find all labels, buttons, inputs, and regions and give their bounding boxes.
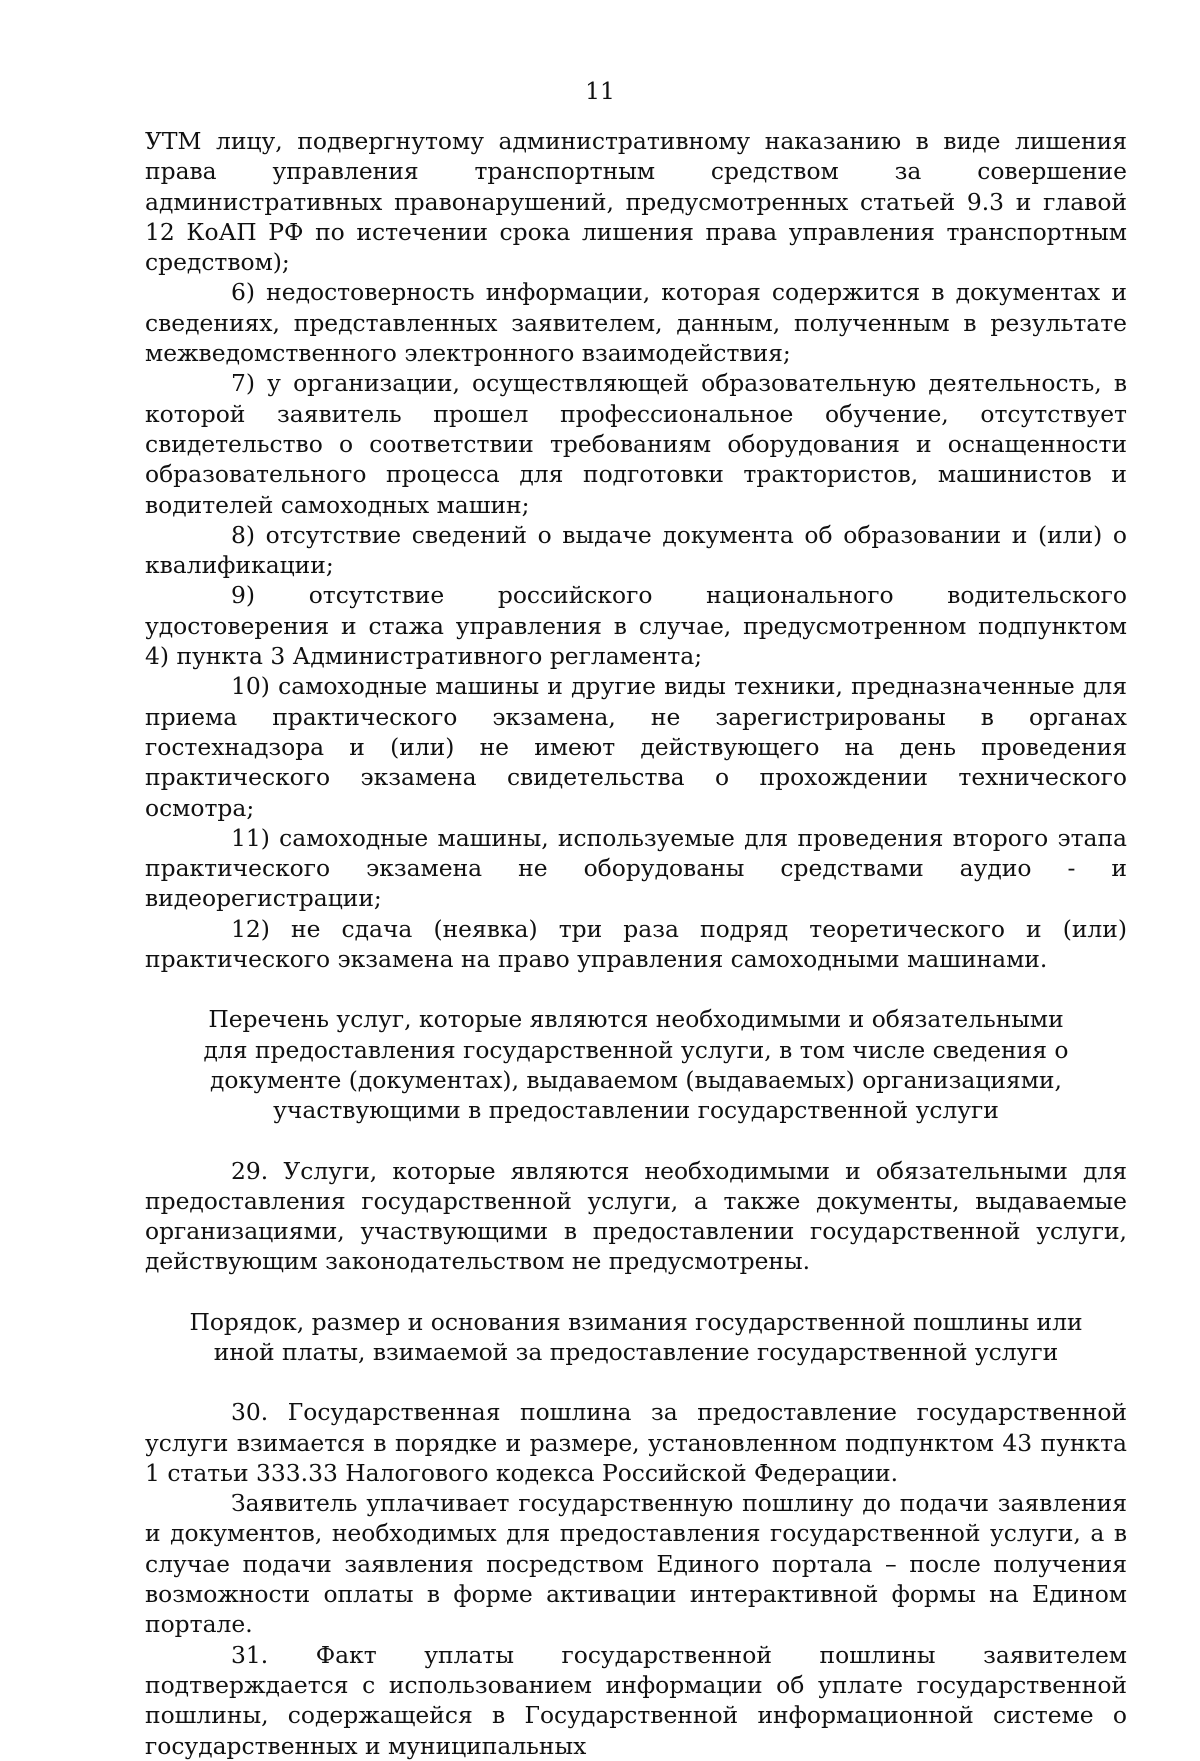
document-body — [145, 126, 1127, 1761]
section-heading-services-list: Перечень услуг, которые являются необходимыми и обязательными для предоставления государственной услуги, в том числе сведения о документе (документах), выдаваемом (выдаваемых) организациями, участвующими в предоставлении государственной услуги — [203, 1005, 1069, 1125]
list-item-8: 8) отсутствие сведений о выдаче документа об образовании и (или) о квалификации; — [145, 520, 1127, 580]
paragraph-30: 30. Государственная пошлина за предоставление государственной услуги взимается в порядке и размере, установленном подпунктом 43 пункта 1 статьи 333.33 Налогового кодекса Российской Федерации. — [145, 1398, 1127, 1487]
paragraph-fee-payment: Заявитель уплачивает государственную пошлину до подачи заявления и документов, необходимых для предоставления государственной услуги, а в случае подачи заявления посредством Единого портала – после получения возможности оплаты в форме активации интерактивной формы на Едином портале. — [145, 1489, 1127, 1639]
list-item-11: 11) самоходные машины, используемые для проведения второго этапа практического экзамена не оборудованы средствами аудио - и видеорегистрации; — [145, 823, 1127, 913]
paragraph-29: 29. Услуги, которые являются необходимыми и обязательными для предоставления государственной услуги, а также документы, выдаваемые организациями, участвующими в предоставлении государственной услуги, действующим законодательством не предусмотрены. — [145, 1156, 1127, 1276]
section-heading-state-fee: Порядок, размер и основания взимания государственной пошлины или иной платы, взимаемой за предоставление государственной услуги — [189, 1307, 1083, 1366]
page-number: 11 — [585, 77, 615, 105]
list-item-12: 12) не сдача (неявка) три раза подряд теоретического и (или) практического экзамена на право управления самоходными машинами. — [145, 914, 1127, 974]
list-item-7: 7) у организации, осуществляющей образовательную деятельность, в которой заявитель прошел профессиональное обучение, отсутствует свидетельство о соответствии требованиям оборудования и оснащенности образовательного процесса для подготовки трактористов, машинистов и водителей самоходных машин; — [145, 369, 1127, 519]
paragraph-continuation: УТМ лицу, подвергнутому административному наказанию в виде лишения права управления транспортным средством за совершение административных правонарушений, предусмотренных статьей 9.3 и главой 12 КоАП РФ по истечении срока лишения права управления транспортным средством); — [145, 127, 1127, 277]
list-item-6: 6) недостоверность информации, которая содержится в документах и сведениях, представленных заявителем, данным, полученным в результате межведомственного электронного взаимодействия; — [145, 278, 1127, 368]
paragraph-31: 31. Факт уплаты государственной пошлины заявителем подтверждается с использованием информации об уплате государственной пошлины, содержащейся в Государственной информационной системе о государственных и муниципальных — [145, 1640, 1127, 1760]
list-item-10: 10) самоходные машины и другие виды техники, предназначенные для приема практического экзамена, не зарегистрированы в органах гостехнадзора и (или) не имеют действующего на день проведения практического экзамена свидетельства о прохождении технического осмотра; — [145, 672, 1127, 822]
list-item-9: 9) отсутствие российского национального водительского удостоверения и стажа управления в случае, предусмотренном подпунктом 4) пункта 3 Административного регламента; — [145, 581, 1127, 671]
